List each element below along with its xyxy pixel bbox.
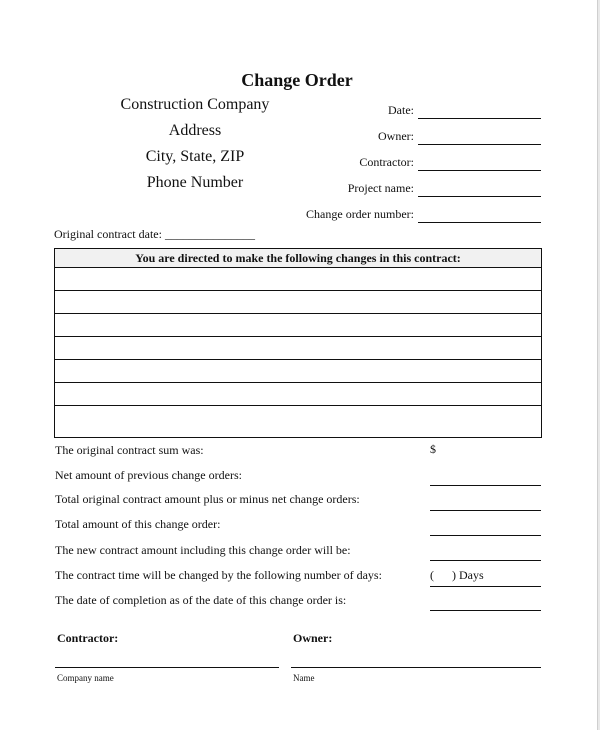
- date-line[interactable]: [418, 118, 541, 119]
- owner-name-line[interactable]: [291, 667, 541, 668]
- project-name-label: Project name:: [347, 181, 414, 195]
- contractor-signature-label: Contractor:: [57, 631, 119, 645]
- owner-signature-label: Owner:: [293, 631, 333, 645]
- table-row[interactable]: [55, 360, 541, 383]
- change-order-number-line[interactable]: [418, 222, 541, 223]
- days-close: ) Days: [452, 568, 484, 582]
- table-row[interactable]: [55, 268, 541, 291]
- changes-table-header: You are directed to make the following changes in this contract:: [55, 249, 541, 268]
- table-row[interactable]: [55, 337, 541, 360]
- company-city: City, State, ZIP: [145, 148, 245, 165]
- table-row[interactable]: [55, 314, 541, 337]
- owner-label: Owner:: [378, 129, 414, 143]
- total-original-line[interactable]: [430, 510, 541, 511]
- company-name: Construction Company: [120, 96, 270, 113]
- table-row[interactable]: [55, 406, 541, 429]
- date-label: Date:: [388, 103, 414, 117]
- previous-orders-line[interactable]: [430, 485, 541, 486]
- this-order-line[interactable]: [430, 535, 541, 536]
- project-name-line[interactable]: [418, 196, 541, 197]
- completion-line[interactable]: [430, 610, 541, 611]
- time-change-line[interactable]: [430, 586, 541, 587]
- table-row[interactable]: [55, 291, 541, 314]
- new-amount-label: The new contract amount including this change order will be:: [55, 543, 351, 557]
- page-title: Change Order: [241, 70, 353, 90]
- original-contract-date: Original contract date: _______________: [54, 227, 255, 241]
- dollar-sign: $: [430, 442, 436, 456]
- company-name-caption: Company name: [57, 673, 114, 683]
- new-amount-line[interactable]: [430, 560, 541, 561]
- company-address: Address: [168, 122, 222, 139]
- table-row[interactable]: [55, 383, 541, 406]
- contractor-label: Contractor:: [359, 155, 414, 169]
- changes-table: [54, 248, 542, 438]
- total-original-label: Total original contract amount plus or minus net change orders:: [55, 492, 360, 506]
- original-sum-label: The original contract sum was:: [55, 443, 204, 457]
- days-open-paren: (: [430, 568, 434, 582]
- owner-line[interactable]: [418, 144, 541, 145]
- previous-orders-label: Net amount of previous change orders:: [55, 468, 242, 482]
- completion-label: The date of completion as of the date of this change order is:: [55, 593, 347, 607]
- company-phone: Phone Number: [146, 174, 244, 191]
- contractor-line[interactable]: [418, 170, 541, 171]
- this-order-label: Total amount of this change order:: [55, 517, 221, 531]
- name-caption: Name: [293, 673, 315, 683]
- change-order-number-label: Change order number:: [306, 207, 414, 221]
- contractor-company-line[interactable]: [55, 667, 279, 668]
- time-change-label: The contract time will be changed by the following number of days:: [55, 568, 382, 582]
